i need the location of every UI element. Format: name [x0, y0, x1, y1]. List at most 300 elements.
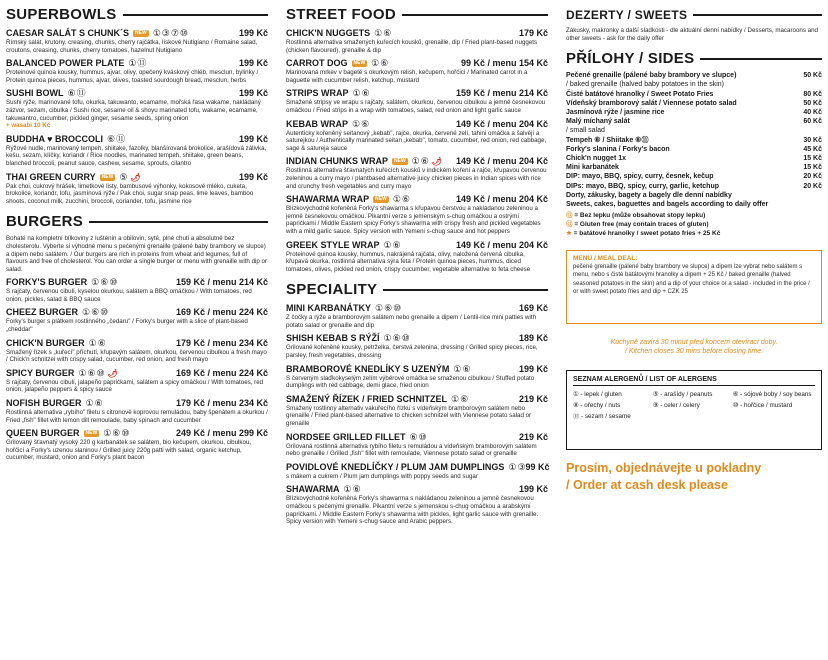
- item-price: 159 Kč / menu 214 Kč: [455, 88, 548, 99]
- allergen-icon: ①: [103, 428, 112, 439]
- item-description: Proteinové quinoa kousky, hummus, ajvar, olivy, opečený kváskový chléb, mesclun, bylinky / Protein quinoa pieces, hummus, ajvar, olives, toasted sourdough bread, mesclun, herbs: [6, 69, 259, 84]
- menu-item: [6, 172, 268, 206]
- item-price: 199 Kč: [518, 363, 548, 374]
- column-right: [566, 6, 822, 494]
- item-header: [6, 88, 268, 99]
- allergen-icon: ①: [375, 303, 384, 314]
- allergen-icon: ⑥: [67, 88, 76, 99]
- side-label: Čisté batátové hranolky / Sweet Potato Fries: [566, 90, 714, 98]
- kitchen-en: / Kitchen closes 30 mins before closing time.: [624, 348, 764, 356]
- item-header: [286, 58, 548, 69]
- allergen-icon: ①: [411, 156, 420, 167]
- allergen-list-box: [566, 370, 822, 450]
- side-price: 30 Kč: [803, 136, 822, 144]
- side-label: / small salad: [566, 127, 605, 135]
- allergen-icon: ①: [352, 88, 361, 99]
- item-name: CHEEZ BURGER: [6, 307, 79, 318]
- allergen-badges: [384, 334, 410, 343]
- allergen-icon: ⑦: [170, 28, 179, 38]
- allergen-badges: [119, 173, 127, 182]
- speciality-header: [286, 281, 548, 299]
- allergen-badges: [103, 429, 129, 438]
- new-badge: NEW: [394, 158, 406, 165]
- item-name: CARROT DOG: [286, 58, 348, 69]
- deal-title: MENU / MEAL DEAL:: [573, 255, 638, 263]
- item-description: Grilovaný šťavnatý vysoký 220 g karbanátek se salátem, bio kečupem, okurkou, cibulkou, hořčicí a Forky's uzenou slaninou / Grilled juicy 220g patti with salad, organic ketchup, cucumber, mustard, onion and Forky's plant bacon: [6, 439, 252, 462]
- item-description: Proteinové quinoa kousky, hummus, nakrájená rajčata, olivy, naložená červená cibulka, křupavá okurka, rostlinná alternativa sýra feta / Protein quinoa pieces, hummus, diced tomatoes, olives, pickled red onion, crispy cucumber, vegetable alternative to feta cheese: [286, 250, 531, 273]
- desserts-header: [566, 6, 822, 24]
- menu-item: [286, 462, 548, 481]
- divider: [123, 14, 268, 16]
- legend-sweet-potato: [566, 229, 822, 238]
- allergen-icon: ⑥: [420, 156, 429, 167]
- item-header: [286, 156, 548, 167]
- item-header: [286, 364, 548, 375]
- item-header: [6, 368, 268, 379]
- sides-header: [566, 50, 822, 68]
- allergen-entry: ⑨ - celer / celery: [652, 402, 700, 410]
- allergen-entry: ⑤ - arašídy / peanuts: [652, 391, 713, 399]
- legend-text: = batátové hranolky / sweet potato fries + 25 Kč: [573, 230, 721, 238]
- item-header: [6, 338, 268, 349]
- allergen-icon: ⑥: [460, 393, 469, 404]
- item-header: [6, 398, 268, 409]
- item-name: MINI KARBANÁTKY: [286, 303, 371, 314]
- item-price: 199 Kč: [238, 133, 268, 144]
- item-description: S rajčaty, červenou cibulí, jalapeño papričkami, salátem a spicy omáčkou / With tomatoes, red onion, jalapeño peppers & spicy sauce: [6, 378, 264, 394]
- menu-item: [286, 303, 548, 329]
- allergen-entry: ⑧ - ořechy / nuts: [573, 402, 621, 410]
- allergen-badges: [353, 89, 370, 98]
- side-label: Tempeh ⑥ / Shiitake ⑥⑪: [566, 136, 649, 144]
- allergen-icon: ⑥: [97, 337, 106, 348]
- item-price: 169 Kč: [518, 303, 548, 314]
- side-price: 60 Kč: [803, 118, 822, 126]
- side-row: [566, 90, 822, 99]
- allergen-icon: ①: [508, 461, 517, 472]
- divider: [700, 58, 822, 60]
- item-price: 219 Kč: [518, 431, 548, 442]
- item-name: GREEK STYLE WRAP: [286, 239, 380, 250]
- allergen-icon: ⑤: [119, 171, 128, 182]
- allergen-badges: [352, 120, 369, 129]
- side-row: [566, 126, 822, 135]
- allergen-badges: [153, 29, 188, 38]
- item-extra: + wasabi 10 Kč: [6, 122, 51, 130]
- deal-text: pečené grenaille (pálené baby brambory ve slupce) a dipem lze vybrat nebo salátem s menu, nebo s čisté batátovými hranolky a dipem + 25 Kč / baked grenaille (halved seasoned potatoes in the skin) and a dip of your choice or a salad - included in the price / or with sweet potato fries and dip + CZK 25: [573, 264, 810, 295]
- allergen-icon: ⑥: [91, 307, 100, 318]
- allergen-icon: ⑥: [409, 431, 418, 442]
- side-row: [566, 136, 822, 145]
- allergen-icon: ⑥: [107, 133, 116, 144]
- order-notice: [566, 460, 822, 494]
- menu-item: [6, 428, 268, 462]
- kitchen-notice: [566, 338, 822, 356]
- side-row: [566, 99, 822, 108]
- allergen-badges: [128, 59, 146, 68]
- item-name: CAESAR SALÁT S CHUNK´S: [6, 28, 130, 38]
- item-header: [286, 333, 548, 344]
- chili-icon: 🌶: [130, 172, 141, 182]
- item-header: [6, 277, 268, 288]
- item-name: SHAWARMA WRAP: [286, 194, 370, 205]
- menu-item: [6, 134, 268, 168]
- side-label: Vídeňský bramborový salát / Viennese potato salad: [566, 99, 737, 107]
- item-description: Forky's burger s plátkem rostlinného „čedaru" / Forky's burger with a slice of plant-based „cheddar": [6, 318, 248, 334]
- menu-item: [6, 368, 268, 394]
- item-description: Rostlinná alternativa šťavnatých kuřecích kousků v indickém koření a rajče, křupavou červenou zeleninou a curry mayo / plantbased alternative juicy chicken pieces in Indian spices with rice and crunchy fresh vegetables and curry mayo: [286, 167, 547, 190]
- item-price: 199 Kč: [238, 28, 268, 38]
- item-price: 159 Kč / menu 214 Kč: [175, 277, 268, 288]
- allergen-icon: ⑥: [401, 194, 410, 205]
- side-label: DIPs: mayo, BBQ, spicy, curry, garlic, ketchup: [566, 182, 720, 190]
- allergen-icon: ①: [88, 337, 97, 348]
- item-description: S rajčaty, červenou cibulí, kyselou okurkou, salátem a BBQ omáčkou / With tomatoes, red onion, pickles, salad & BBQ sauce: [6, 288, 252, 303]
- allergen-grid: [573, 389, 815, 422]
- allergen-badges: [89, 339, 106, 348]
- item-description: Pak choi, cukrový hrášek, limetkové listy, bambusové výhonky, kokosové mléko, cuketa, brokolice, koriandr, tofu, jasmínová rýže / Pak choi, sugar snap peas, lime leaves, bamboo shoots, coconut milk, zucchini, broccoli, coriander, tofu, jasmine rice: [6, 182, 254, 205]
- side-label: Pečené grenaille (pálené baby brambory ve slupce): [566, 72, 737, 80]
- side-price: 80 Kč: [803, 90, 822, 98]
- burgers-intro: Bohaté na kompletní bílkoviny z lušténin a obilovin, syté, plné chuti a absolutně bez cholesterolu. Vyberte si výhodné menu s pečenými grenaille (pálené baby brambory ve slupce) a dipem nebo salátem. / Our burgers are rich in proteins from wheat and legumes, full of flavours and free of cholesterol. You can order a single burger or menu with grenaille with dip or salad.: [6, 235, 268, 273]
- item-price: 249 Kč / menu 299 Kč: [175, 428, 268, 439]
- item-name: POVIDLOVÉ KNEDLÍČKY / PLUM JAM DUMPLINGS: [286, 461, 505, 472]
- allergen-badges: [412, 157, 429, 166]
- allergen-icon: ①: [383, 333, 392, 344]
- section-title: STREET FOOD: [286, 6, 396, 23]
- side-row: [566, 145, 822, 154]
- street-food-list: [286, 28, 548, 273]
- allergen-icon: ①: [91, 277, 100, 288]
- divider: [89, 221, 268, 223]
- item-header: [6, 428, 268, 439]
- item-header: [6, 172, 268, 183]
- item-name: SPICY BURGER: [6, 367, 75, 378]
- allergen-icon: ⑥: [384, 303, 393, 314]
- item-price: 219 Kč: [518, 393, 548, 404]
- item-header: [6, 58, 268, 69]
- side-label: DIP: mayo, BBQ, spicy, curry, česnek, kečup: [566, 173, 714, 181]
- item-price: 99 Kč: [525, 461, 550, 472]
- chili-icon: 🌶: [107, 368, 118, 378]
- item-description: Autenticky kořeněný seitanový „kebab", rajče, okurka, červené zelí, tahini omáčka a šalvějí a saturejkou / Authentically marinated seitan „kebab", tomato, cucumber, red onion, red cabbage, sage & satureja sauce: [286, 129, 547, 152]
- item-description: Blízkovýchodně kořeněná Forky's shawarma s křupavou čerstvou a nakládanou zeleninou a jemně česnekovou omáčkou. Pikantní verze s jemenským s-chug omáčkou a ostrými papričkami / Middle Eastern spicy Forky's shawarma with crispy fresh and pickled vegetables with a mild garlic sauce. Spicy version with Yemeni s-chug sauce and hot peppers: [286, 205, 541, 235]
- superbowls-header: [6, 6, 268, 24]
- item-description: Rostlinná alternativa smažených kuřecích kousků, grenaille, dip / Fried plant-based nuggets (chicken flavoured), grenaille & dip: [286, 39, 538, 54]
- side-price: 45 Kč: [803, 145, 822, 153]
- desserts-desc: Zákusky, makronky a další sladkosti - dle aktuální denní nabídky / Desserts, macaroons and other sweets - ask for the daily offer: [566, 27, 818, 42]
- item-description: Rostlinná alternativa „rybího" filetu s citronově koprovou remuládou, baby špenátem a okurkou / Fried „fish" fillet with lemon dill remoulade, baby spinach and cucumber: [6, 409, 268, 424]
- item-price: 149 Kč / menu 204 Kč: [455, 118, 548, 129]
- item-price: 199 Kč: [238, 171, 268, 182]
- item-price: 169 Kč / menu 224 Kč: [175, 307, 268, 318]
- item-header: [286, 303, 548, 314]
- item-name: THAI GREEN CURRY: [6, 171, 96, 182]
- side-row: [566, 71, 822, 80]
- menu-item: [286, 394, 548, 428]
- menu-item: [6, 398, 268, 424]
- menu-item: [286, 28, 548, 54]
- allergen-icon: ①: [392, 194, 401, 205]
- item-header: [286, 484, 548, 495]
- item-description: Smažené stripsy ve wrapu s rajčaty, salátem, okurkou, červenou cibulkou a jemně česnekovou omáčkou / Fried strips in a wrap with tomatoes, salad, red onion and light garlic sauce: [286, 99, 546, 114]
- item-name: CHICK'N BURGER: [6, 337, 85, 348]
- allergen-icon: ⑥: [112, 428, 121, 439]
- side-price: 20 Kč: [803, 173, 822, 181]
- allergen-icon: ③: [161, 28, 170, 38]
- allergen-badges: [82, 308, 108, 317]
- menu-item: [6, 58, 268, 84]
- allergen-title: SEZNAM ALERGENŮ / LIST OF ALERGENS: [573, 375, 815, 386]
- allergen-badges: [374, 29, 391, 38]
- side-row: [566, 163, 822, 172]
- allergen-icon: ①: [343, 484, 352, 495]
- item-price: 179 Kč / menu 234 Kč: [175, 398, 268, 409]
- item-name: INDIAN CHUNKS WRAP: [286, 156, 388, 167]
- allergen-icon: ⑥: [94, 398, 103, 409]
- allergen-icon: ⑩: [100, 307, 109, 318]
- legend-text: = Gluten free (may contain traces of gluten): [574, 221, 709, 229]
- allergen-icon: ①: [152, 28, 161, 38]
- allergen-icon: ①: [453, 363, 462, 374]
- item-description: Blízkovýchodně kořeněná Forky's shawarma s nakládanou zeleninou a jemně česnekovou omáčkou s pečenými grenaille. Pikantní verze s jemenskou s-chug omáčkou a arabskými papričkami. / Middle Eastern Forky's shawarma with pickles, light garlic sauce with grenaille. Spicy version with Yemeni s-chug sauce and Arabic peppers.: [286, 495, 539, 526]
- divider: [383, 289, 548, 291]
- allergen-badges: [344, 485, 361, 494]
- allergen-icon: ⑥: [87, 367, 96, 378]
- allergen-icon: ⑥: [361, 88, 370, 99]
- side-price: 40 Kč: [803, 109, 822, 116]
- item-description: Římský salát, krutony, creasing, chunks, cherry rajčátka, lískové Nutigiano / Romaine salad, croutons, creasing, chunks, cherry tomatoes, hazelnut Nutigiano: [6, 39, 258, 54]
- meal-deal-box: [566, 250, 822, 324]
- allergen-icon: ⑩: [121, 428, 130, 439]
- kitchen-cz: Kuchyně zavírá 30 minut před koncem otevírací doby.: [610, 339, 778, 347]
- item-price: 99 Kč / menu 154 Kč: [460, 58, 548, 69]
- item-name: BRAMBOROVÉ KNEDLÍKY S UZENÝM: [286, 363, 450, 374]
- side-price: 50 Kč: [803, 72, 822, 80]
- item-name: BUDDHA ♥ BROCCOLI: [6, 133, 104, 144]
- order-en: / Order at cash desk please: [566, 478, 728, 493]
- allergen-icon: ⑪: [137, 58, 147, 69]
- menu-item: [286, 240, 548, 274]
- item-header: [286, 240, 548, 251]
- menu-item: [286, 194, 548, 235]
- burgers-header: [6, 213, 268, 231]
- item-header: [286, 119, 548, 130]
- allergen-badges: [371, 59, 388, 68]
- item-description: Grilované kořeněné kousky, petrželka, čerstvá zelenina, dressing / Grilled spicy pieces, rice, parsley, fresh vegetables, dressing: [286, 344, 538, 360]
- item-description: Smažený rostlinný alternativ vakuřecího řízku s vídeňským bramborovým salátem nebo grenaille / Fried plant-based alternative to chicken schnitzel with Viennese potato salad or grenaille: [286, 404, 532, 428]
- section-title: BURGERS: [6, 213, 84, 231]
- item-name: KEBAB WRAP: [286, 118, 348, 129]
- menu-item: [286, 88, 548, 114]
- side-label: Malý míchaný salát: [566, 118, 630, 126]
- section-title: PŘÍLOHY / SIDES: [566, 50, 695, 68]
- item-price: 199 Kč: [238, 58, 268, 69]
- section-title: SUPERBOWLS: [6, 6, 117, 23]
- item-description: Smažený řízek s „kuřecí" příchutí, křupavým salátem, okurkou, červenou cibulkou a fresh mayo / Chick'n schnitzel with crispy salad, cucumber, red onion, and fresh mayo: [6, 348, 267, 364]
- allergen-icon: ①: [352, 118, 361, 129]
- allergen-badges: [78, 369, 104, 378]
- item-header: [6, 134, 268, 145]
- allergen-icon: ⑪: [116, 133, 126, 144]
- superbowls-list: [6, 28, 268, 205]
- allergen-badges: [375, 304, 401, 313]
- side-price: 15 Kč: [803, 155, 822, 163]
- allergen-icon: ⑥: [462, 363, 471, 374]
- side-row: [566, 191, 822, 200]
- menu-item: [6, 28, 268, 54]
- item-price: 189 Kč: [518, 333, 548, 344]
- allergen-badges: [451, 395, 468, 404]
- item-description: Rýžové nudle, marinovaný tempeh, shiitake, fazolky, blanšírovaná brokolice, arašídová zálivka, kešu, sezam, klíčky, koriandr / Rice noodles, marinated tempeh, shiitake, green beans, blanched broccoli, peanut sauce, cashew, sesame, sprouts, cilantro: [6, 144, 267, 167]
- side-row: [566, 154, 822, 163]
- side-label: Sweets, cakes, baguettes and bagels according to daily offer: [566, 201, 769, 209]
- section-title: DEZERTY / SWEETS: [566, 8, 688, 22]
- allergen-icon: ⑩: [393, 303, 402, 314]
- item-price: 179 Kč: [518, 28, 548, 38]
- allergen-badges: [453, 365, 470, 374]
- menu-item: [6, 338, 268, 364]
- item-name: BALANCED POWER PLATE: [6, 58, 125, 69]
- item-price: 199 Kč: [518, 484, 548, 495]
- item-price: 199 Kč: [238, 88, 268, 99]
- column-left: [6, 6, 268, 462]
- allergen-icon: ①: [82, 307, 91, 318]
- new-badge: NEW: [101, 173, 114, 180]
- item-name: SMAŽENÝ ŘÍZEK / FRIED SCHNITZEL: [286, 393, 448, 404]
- side-label: Jasmínová rýže / jasmine rice: [566, 109, 665, 116]
- menu-item: [286, 156, 548, 190]
- item-name: FORKY'S BURGER: [6, 277, 88, 288]
- allergen-entry: ⑩ - hořčice / mustard: [732, 402, 793, 410]
- item-name: SHAWARMA: [286, 484, 340, 495]
- allergen-icon: ①: [374, 28, 383, 38]
- allergen-icon: ①: [451, 393, 460, 404]
- item-price: 149 Kč / menu 204 Kč: [455, 156, 548, 167]
- item-description: Marinovaná mrkev v bagetě s okurkovým relish, kečupem, hořčicí / Marinated carrot in a baguette with cucumber relish, ketchup, mustard: [286, 69, 528, 84]
- menu-item: [286, 58, 548, 84]
- allergen-icon: ⑥: [392, 239, 401, 250]
- menu-item: [6, 88, 268, 129]
- item-price: 179 Kč / menu 234 Kč: [175, 337, 268, 348]
- new-badge: NEW: [353, 60, 366, 67]
- side-label: Dorty, zákusky, bagety a bagely dle denní nabídky: [566, 191, 732, 199]
- menu-item: [6, 277, 268, 303]
- item-name: NORDSEE GRILLED FILLET: [286, 431, 406, 442]
- burgers-list: [6, 277, 268, 462]
- allergen-icon: ①: [78, 367, 87, 378]
- menu-item: [6, 307, 268, 333]
- allergen-entry: ⑪ - sezam / sesame: [573, 413, 631, 421]
- street-food-header: [286, 6, 548, 24]
- side-row: [566, 200, 822, 209]
- new-badge: NEW: [135, 30, 147, 36]
- item-description: s mákem a cukrem / Plum jam dumplings with poppy seeds and sugar: [286, 472, 478, 480]
- allergen-badges: [384, 241, 401, 250]
- item-header: [286, 194, 548, 205]
- item-name: SHISH KEBAB S RÝŽÍ: [286, 333, 380, 344]
- side-price: 15 Kč: [803, 164, 822, 172]
- divider: [402, 14, 548, 16]
- new-badge: NEW: [85, 430, 98, 437]
- item-header: [6, 28, 268, 39]
- allergen-icon: ①: [128, 58, 137, 69]
- allergen-icon: ⑪: [76, 88, 86, 99]
- menu-item: [286, 119, 548, 153]
- item-price: 149 Kč / menu 204 Kč: [455, 239, 548, 250]
- legend-text: = Bez lepku (může obsahovat stopy lepku): [574, 212, 706, 220]
- side-row: [566, 80, 822, 89]
- item-description: Grilovaná rostlinná alternativa rybího filetu s remuládou a vídeňským bramborovým salátem nebo grenaille / Grilled „fish" fillet with remoulade, Viennese potato salad or grenaille: [286, 442, 537, 458]
- gluten-free-icon: Ⓖ: [566, 221, 573, 229]
- allergen-icon: ⑥: [100, 277, 109, 288]
- allergen-icon: ⑥: [380, 58, 389, 69]
- item-price: 149 Kč / menu 204 Kč: [455, 194, 548, 205]
- allergen-icon: ③: [517, 461, 526, 472]
- sides-legend: [566, 211, 822, 238]
- item-name: NOFISH BURGER: [6, 398, 82, 409]
- side-label: / baked grenaille (halved baby potatoes in the skin): [566, 81, 724, 89]
- new-badge: NEW: [375, 196, 387, 203]
- item-price: 169 Kč / menu 224 Kč: [175, 367, 268, 378]
- item-name: SUSHI BOWL: [6, 88, 64, 99]
- side-row: [566, 182, 822, 191]
- allergen-entry: ⑥ - sójové boby / soy beans: [732, 391, 812, 399]
- item-description: Sushi rýže, marinované tofu, okurka, takuwanto, ecamame, mořská řasa wakame, nakládaný zázvor, sezam, cibulka / Sushi rice, sesame oil & shoyu marinated tofu, wakame, ecamame, takuwantro, cucumber, pickled ginger, sesame seeds, spring onion: [6, 99, 261, 122]
- item-description: Z čočky a rýže a bramborovým salátem nebo grenaille a dipem / Lentil-rice mini patties with potato salad or grenaille and dip: [286, 314, 537, 329]
- side-price: 20 Kč: [803, 182, 822, 190]
- menu-item: [286, 432, 548, 458]
- star-icon: ★: [566, 230, 572, 238]
- menu-item: [286, 333, 548, 359]
- allergen-icon: ⑩: [96, 367, 105, 378]
- allergen-badges: [68, 89, 86, 98]
- menu-item: [286, 484, 548, 525]
- allergen-icon: ⑥: [352, 484, 361, 495]
- allergen-badges: [393, 195, 410, 204]
- menu-item: [286, 364, 548, 390]
- section-title: SPECIALITY: [286, 281, 378, 299]
- allergen-badges: [107, 135, 125, 144]
- allergen-icon: ⑩: [109, 277, 118, 288]
- side-row: [566, 172, 822, 181]
- item-header: [286, 28, 548, 39]
- allergen-badges: [86, 399, 103, 408]
- sides-list: [566, 71, 822, 209]
- allergen-icon: ⑥: [361, 118, 370, 129]
- allergen-icon: ⑥: [392, 333, 401, 344]
- speciality-list: [286, 303, 548, 526]
- column-middle: [286, 6, 548, 526]
- item-header: [286, 432, 548, 443]
- legend-gluten-free-en: [566, 220, 822, 229]
- item-name: STRIPS WRAP: [286, 88, 349, 99]
- allergen-icon: ⑩: [401, 333, 410, 344]
- allergen-badges: [508, 463, 525, 472]
- item-name: QUEEN BURGER: [6, 428, 80, 439]
- allergen-entry: ① - lepek / gluten: [573, 391, 622, 399]
- side-label: Mini karbanátek: [566, 164, 619, 172]
- legend-gluten-free-cz: [566, 211, 822, 220]
- side-label: Forky's slanina / Forky's bacon: [566, 145, 670, 153]
- divider: [693, 14, 822, 16]
- allergen-icon: ⑥: [383, 28, 392, 38]
- item-name: CHICK'N NUGGETS: [286, 28, 371, 38]
- item-header: [286, 462, 548, 473]
- allergen-icon: ①: [371, 58, 380, 69]
- order-cz: Prosím, objednávejte u pokladny: [566, 461, 762, 476]
- allergen-icon: ⑩: [179, 28, 188, 38]
